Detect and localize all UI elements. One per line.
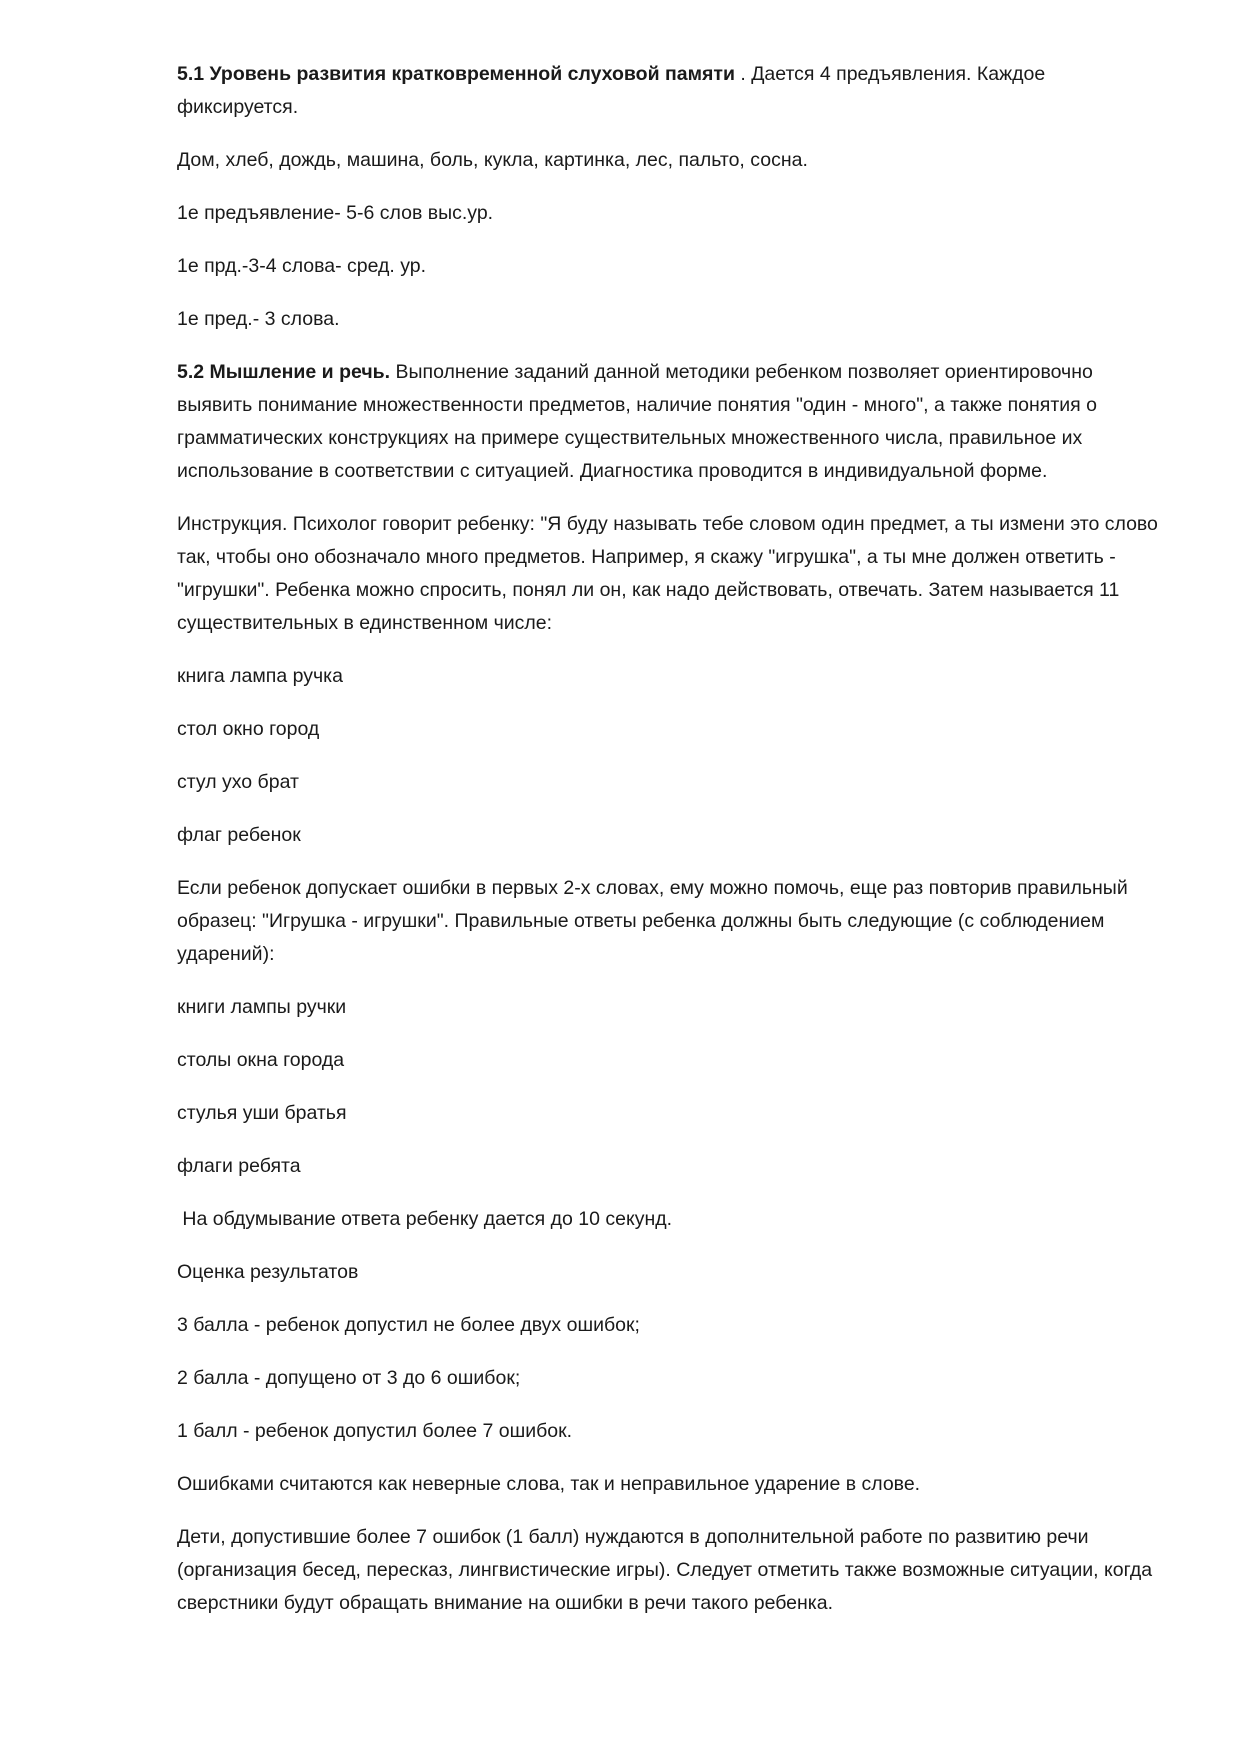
time-note: На обдумывание ответа ребенку дается до 10 секунд. — [177, 1208, 673, 1230]
help-note: Если ребенок допускает ошибки в первых 2-х словах, ему можно помочь, еще раз повторив правильный образец: "Игрушка - игрушки". Правильные ответы ребенка должны быть следующие (с соблюдением ударений): — [177, 877, 1128, 965]
memory-word-list: Дом, хлеб, дождь, машина, боль, кукла, картинка, лес, пальто, сосна. — [177, 149, 808, 171]
plural-word-row: столы окна города — [177, 1049, 345, 1071]
section-5-1-intro-text: . Дается 4 предъявления. Каждое фиксируется. — [177, 63, 1046, 118]
section-5-2-intro — [177, 356, 1162, 488]
singular-word-row: стол окно город — [177, 718, 320, 740]
plural-word-row: книги лампы ручки — [177, 996, 347, 1018]
section-5-1-intro — [177, 58, 1162, 124]
memory-level-medium: 1е прд.-3-4 слова- сред. ур. — [177, 255, 427, 277]
singular-word-row: книга лампа ручка — [177, 665, 343, 687]
section-5-2-intro-text: Выполнение заданий данной методики ребенком позволяет ориентировочно выявить понимание множественности предметов, наличие понятия "один - много", а также понятия о грамматических конструкциях на примере существительных множественного числа, правильное их использование в соответствии с ситуацией. Диагностика проводится в индивидуальной форме. — [177, 361, 1098, 482]
singular-word-row: флаг ребенок — [177, 824, 301, 846]
section-5-2-heading: 5.2 Мышление и речь. — [177, 361, 391, 383]
section-5-1-heading: 5.1 Уровень развития кратковременной слуховой памяти — [177, 63, 735, 85]
errors-note: Ошибками считаются как неверные слова, так и неправильное ударение в слове. — [177, 1473, 921, 1495]
conclusion-paragraph: Дети, допустившие более 7 ошибок (1 балл) нуждаются в дополнительной работе по развитию речи (организация бесед, пересказ, лингвистические игры). Следует отметить также возможные ситуации, когда сверстники будут обращать внимание на ошибки в речи такого ребенка. — [177, 1526, 1153, 1614]
plural-word-row: стулья уши братья — [177, 1102, 347, 1124]
evaluation-heading: Оценка результатов — [177, 1261, 359, 1283]
plural-word-row: флаги ребята — [177, 1155, 301, 1177]
score-2: 2 балла - допущено от 3 до 6 ошибок; — [177, 1367, 521, 1389]
instruction-paragraph: Инструкция. Психолог говорит ребенку: "Я буду называть тебе словом один предмет, а ты измени это слово так, чтобы оно обозначало много предметов. Например, я скажу "игрушка", а ты мне должен ответить - "игрушки". Ребенка можно спросить, понял ли он, как надо действовать, отвечать. Затем называется 11 существительных в единственном числе: — [177, 513, 1158, 634]
score-1: 1 балл - ребенок допустил более 7 ошибок. — [177, 1420, 573, 1442]
memory-level-high: 1е предъявление- 5-6 слов выс.ур. — [177, 202, 494, 224]
memory-level-low: 1е пред.- 3 слова. — [177, 308, 340, 330]
document-page — [177, 58, 1162, 1640]
singular-word-row: стул ухо брат — [177, 771, 299, 793]
score-3: 3 балла - ребенок допустил не более двух ошибок; — [177, 1314, 640, 1336]
